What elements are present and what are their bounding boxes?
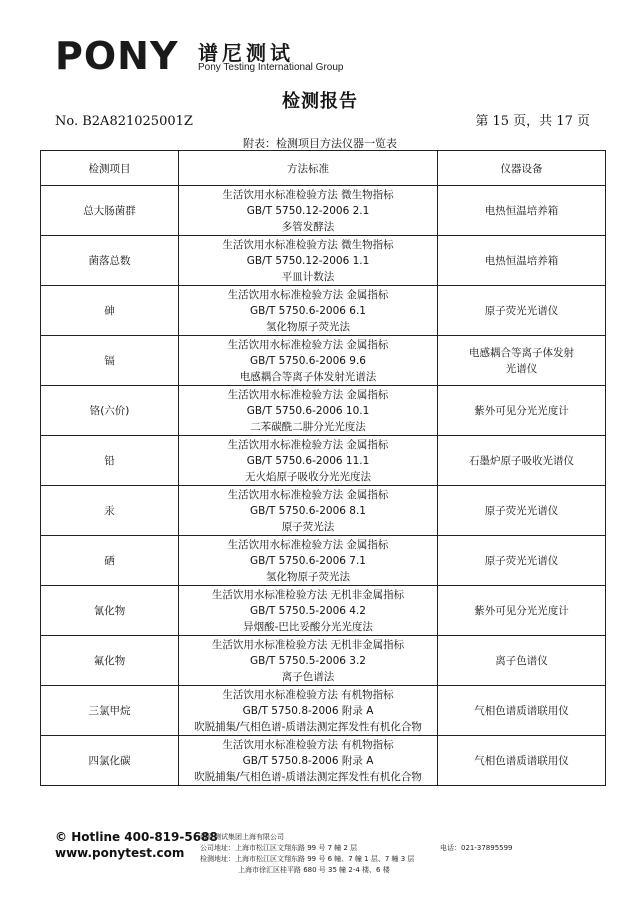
instrument-line: 气相色谱质谱联用仪 <box>474 704 569 717</box>
report-number: No. B2A821025001Z <box>55 114 193 129</box>
method-line: 生活饮用水标准检验方法 微生物指标 <box>222 188 394 201</box>
cell-item: 四氯化碳 <box>41 736 179 786</box>
cell-item: 氰化物 <box>41 586 179 636</box>
table-caption: 附表：检测项目方法仪器一览表 <box>243 137 397 150</box>
footer-hotline <box>55 830 218 844</box>
method-line: 生活饮用水标准检验方法 金属指标 <box>227 288 389 301</box>
table-row <box>41 436 606 486</box>
cell-instrument <box>437 486 605 536</box>
cell-instrument <box>437 336 605 386</box>
address-line: 谱尼测试集团上海有限公司 <box>200 833 284 841</box>
method-line: 吹脱捕集/气相色谱-质谱法测定挥发性有机化合物 <box>194 720 422 733</box>
cell-instrument <box>437 436 605 486</box>
table-row <box>41 736 606 786</box>
cell-instrument <box>437 236 605 286</box>
method-line: GB/T 5750.6-2006 9.6 <box>250 354 366 367</box>
report-title: 检测报告 <box>282 91 358 112</box>
cell-item: 汞 <box>41 486 179 536</box>
cell-instrument <box>437 386 605 436</box>
method-line: 生活饮用水标准检验方法 金属指标 <box>227 538 389 551</box>
footer-telephone: 电话：021-37895599 <box>440 844 513 852</box>
method-line: 生活饮用水标准检验方法 无机非金属指标 <box>211 638 405 651</box>
instrument-line: 石墨炉原子吸收光谱仪 <box>468 454 574 467</box>
cell-method <box>179 586 438 636</box>
cell-method <box>179 436 438 486</box>
method-line: 二苯碳酰二肼分光光度法 <box>250 420 366 433</box>
method-line: GB/T 5750.8-2006 附录 A <box>242 754 374 767</box>
instrument-line: 原子荧光光谱仪 <box>484 554 559 567</box>
cell-instrument <box>437 286 605 336</box>
table-row <box>41 586 606 636</box>
cell-method <box>179 286 438 336</box>
method-line: 离子色谱法 <box>281 670 335 683</box>
method-line: 生活饮用水标准检验方法 金属指标 <box>227 388 389 401</box>
instrument-line: 离子色谱仪 <box>495 654 548 667</box>
instrument-line: 紫外可见分光光度计 <box>474 404 569 417</box>
cell-method <box>179 186 438 236</box>
table-body <box>41 186 606 786</box>
instrument-line: 电热恒温培养箱 <box>484 254 559 267</box>
address-line: 检测地址：上海市松江区文翔东路 99 号 6 幢、7 幢 1 层、7 幢 3 层 <box>200 855 415 863</box>
method-line: GB/T 5750.12-2006 1.1 <box>246 254 370 267</box>
method-line: GB/T 5750.12-2006 2.1 <box>246 204 370 217</box>
cell-instrument <box>437 686 605 736</box>
table-row <box>41 236 606 286</box>
method-line: 生活饮用水标准检验方法 无机非金属指标 <box>211 588 405 601</box>
company-name-cn: 谱尼测试 <box>198 41 294 65</box>
instrument-line: 气相色谱质谱联用仪 <box>474 754 569 767</box>
table-row <box>41 536 606 586</box>
company-name-en: Pony Testing International Group <box>198 62 344 73</box>
method-line: 氢化物原子荧光法 <box>266 320 351 333</box>
table-row <box>41 486 606 536</box>
method-line: 异烟酸-巴比妥酸分光光度法 <box>243 620 373 633</box>
table-row <box>41 286 606 336</box>
method-line: GB/T 5750.6-2006 7.1 <box>250 554 366 567</box>
instrument-line: 原子荧光光谱仪 <box>484 504 559 517</box>
footer-address <box>200 832 414 876</box>
instrument-line: 紫外可见分光光度计 <box>474 604 569 617</box>
cell-item: 菌落总数 <box>41 236 179 286</box>
table-row <box>41 186 606 236</box>
cell-method <box>179 686 438 736</box>
method-line: 生活饮用水标准检验方法 金属指标 <box>227 438 389 451</box>
footer-website: www.ponytest.com <box>55 846 185 860</box>
cell-method <box>179 336 438 386</box>
table-row <box>41 686 606 736</box>
method-line: 生活饮用水标准检验方法 有机物指标 <box>222 688 394 701</box>
method-line: 氢化物原子荧光法 <box>266 570 351 583</box>
method-line: 生活饮用水标准检验方法 有机物指标 <box>222 738 394 751</box>
cell-item: 氟化物 <box>41 636 179 686</box>
cell-item: 铅 <box>41 436 179 486</box>
cell-item: 铬(六价) <box>41 386 179 436</box>
method-line: GB/T 5750.5-2006 3.2 <box>250 654 366 667</box>
header-instrument: 仪器设备 <box>437 151 605 186</box>
method-line: GB/T 5750.6-2006 8.1 <box>250 504 366 517</box>
cell-method <box>179 736 438 786</box>
method-line: 电感耦合等离子体发射光谱法 <box>239 370 377 383</box>
method-line: 生活饮用水标准检验方法 金属指标 <box>227 488 389 501</box>
methods-table <box>40 150 606 786</box>
cell-item: 硒 <box>41 536 179 586</box>
cell-item: 砷 <box>41 286 179 336</box>
method-line: 生活饮用水标准检验方法 微生物指标 <box>222 238 394 251</box>
cell-item: 镉 <box>41 336 179 386</box>
method-line: 生活饮用水标准检验方法 金属指标 <box>227 338 389 351</box>
cell-instrument <box>437 636 605 686</box>
cell-instrument <box>437 186 605 236</box>
instrument-line: 原子荧光光谱仪 <box>484 304 559 317</box>
table-header-row <box>41 151 606 186</box>
address-line: 公司地址：上海市松江区文翔东路 99 号 7 幢 2 层 <box>200 844 358 852</box>
logo-wordmark: PONY <box>55 34 179 78</box>
method-line: 多管发酵法 <box>281 220 335 233</box>
method-line: 原子荧光法 <box>281 520 335 533</box>
cell-method <box>179 636 438 686</box>
table-row <box>41 386 606 436</box>
table-row <box>41 336 606 386</box>
hotline-text: Hotline 400-819-5688 <box>71 830 218 844</box>
header-method: 方法标准 <box>179 151 438 186</box>
method-line: GB/T 5750.6-2006 6.1 <box>250 304 366 317</box>
method-line: GB/T 5750.6-2006 10.1 <box>246 404 370 417</box>
cell-item: 三氯甲烷 <box>41 686 179 736</box>
page-indicator: 第 15 页，共 17 页 <box>475 114 590 129</box>
cell-method <box>179 536 438 586</box>
cell-instrument <box>437 586 605 636</box>
cell-instrument <box>437 536 605 586</box>
cell-item: 总大肠菌群 <box>41 186 179 236</box>
method-line: 无火焰原子吸收分光光度法 <box>245 470 372 483</box>
method-line: GB/T 5750.5-2006 4.2 <box>250 604 366 617</box>
method-line: GB/T 5750.6-2006 11.1 <box>246 454 370 467</box>
copyright-icon: © <box>55 830 67 844</box>
method-line: 吹脱捕集/气相色谱-质谱法测定挥发性有机化合物 <box>194 770 422 783</box>
method-line: GB/T 5750.8-2006 附录 A <box>242 704 374 717</box>
cell-method <box>179 236 438 286</box>
cell-instrument <box>437 736 605 786</box>
table-row <box>41 636 606 686</box>
address-line: 上海市徐汇区桂平路 680 号 35 幢 2-4 楼、6 楼 <box>238 866 390 874</box>
instrument-line: 电感耦合等离子体发射 <box>468 346 574 359</box>
instrument-line: 电热恒温培养箱 <box>484 204 559 217</box>
instrument-line: 光谱仪 <box>505 362 538 375</box>
cell-method <box>179 486 438 536</box>
method-line: 平皿计数法 <box>281 270 335 283</box>
header-item: 检测项目 <box>41 151 179 186</box>
company-logo <box>55 36 178 76</box>
cell-method <box>179 386 438 436</box>
